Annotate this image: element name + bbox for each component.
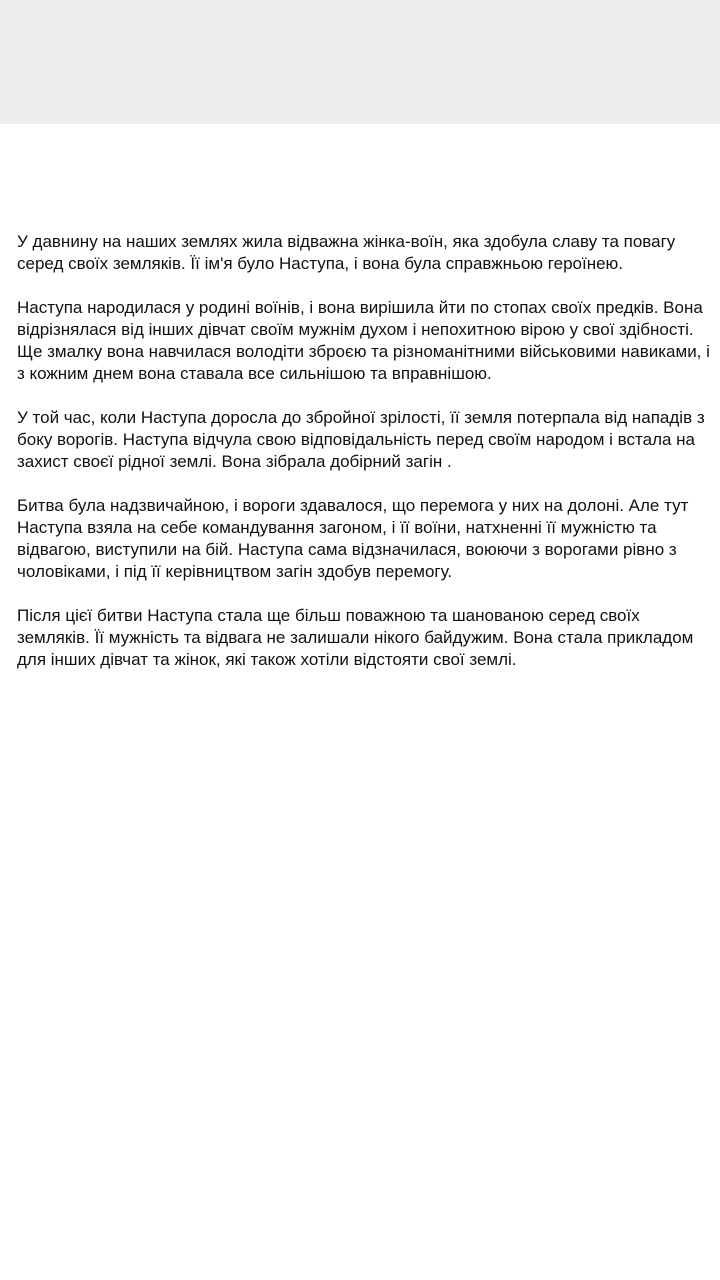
text-line: відвагою, виступили на бій. Наступа сама відзначилася, воюючи з ворогами рівно з xyxy=(17,540,677,559)
text-line: Ще змалку вона навчилася володіти зброєю та різноманітними військовими навиками, і xyxy=(17,342,710,361)
text-line: відрізнялася від інших дівчат своїм мужнім духом і непохитною вірою у свої здібності. xyxy=(17,320,694,339)
paragraph xyxy=(17,495,707,583)
top-bar xyxy=(0,0,720,124)
text-line: Наступа народилася у родині воїнів, і вона вирішила йти по стопах своїх предків. Вона xyxy=(17,298,703,317)
text-line: земляків. Її мужність та відвага не залишали нікого байдужим. Вона стала прикладом xyxy=(17,628,694,647)
text-line: серед своїх земляків. Її ім'я було Наступа, і вона була справжньою героїнею. xyxy=(17,254,624,273)
text-line: боку ворогів. Наступа відчула свою відповідальність перед своїм народом і встала на xyxy=(17,430,696,449)
story-text xyxy=(17,231,710,693)
paragraph xyxy=(17,605,707,671)
text-line: з кожним днем вона ставала все сильнішою та вправнішою. xyxy=(17,364,492,383)
text-line: У давнину на наших землях жила відважна жінка-воїн, яка здобула славу та повагу xyxy=(17,232,676,251)
text-line: У той час, коли Наступа доросла до збройної зрілості, її земля потерпала від нападів з xyxy=(17,408,705,427)
text-line: захист своєї рідної землі. Вона зібрала добірний загін . xyxy=(17,452,452,471)
text-line: чоловіками, і під її керівництвом загін здобув перемогу. xyxy=(17,562,453,581)
paragraph xyxy=(17,297,710,385)
text-line: для інших дівчат та жінок, які також хотіли відстояти свої землі. xyxy=(17,650,517,669)
text-line: Битва була надзвичайною, і вороги здавалося, що перемога у них на долоні. Але тут xyxy=(17,496,689,515)
paragraph xyxy=(17,231,707,275)
text-line: Наступа взяла на себе командування загоном, і її воїни, натхненні її мужністю та xyxy=(17,518,657,537)
text-line: Після цієї битви Наступа стала ще більш поважною та шанованою серед своїх xyxy=(17,606,640,625)
paragraph xyxy=(17,407,707,473)
